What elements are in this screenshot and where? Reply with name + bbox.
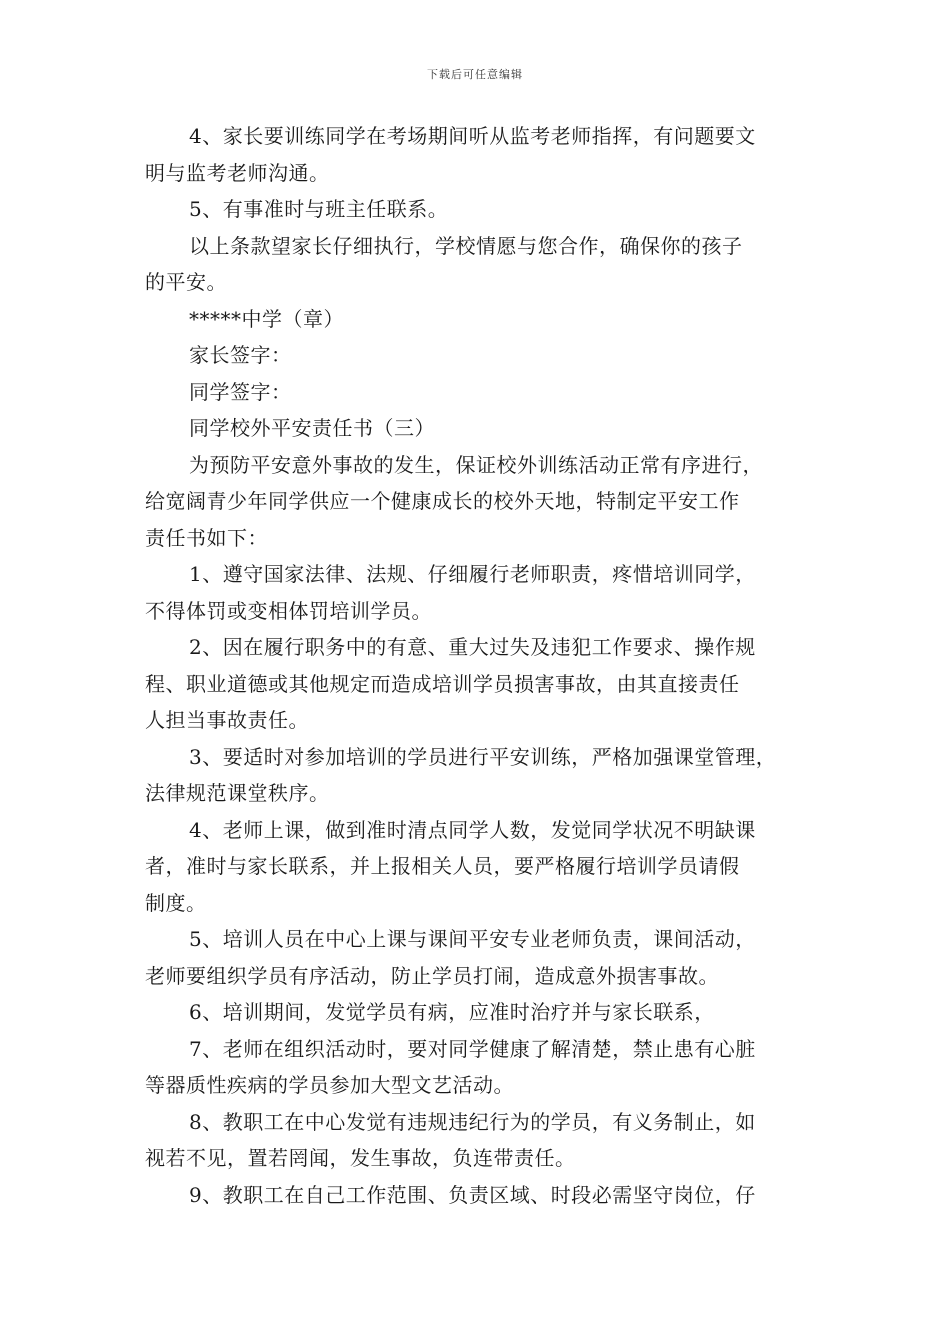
text-line: 为预防平安意外事故的发生，保证校外训练活动正常有序进行， [189, 452, 763, 477]
text-line: 1、遵守国家法律、法规、仔细履行老师职责，疼惜培训同学， [189, 562, 756, 586]
text-line: 6、培训期间，发觉学员有病，应准时治疗并与家长联系， [189, 1000, 715, 1024]
text-line: 3、要适时对参加培训的学员进行平安训练，严格加强课堂管理， [189, 744, 777, 769]
page-header: 下载后可任意编辑 [427, 68, 523, 81]
text-line: 不得体罚或变相体罚培训学员。 [145, 598, 432, 623]
text-line: 者，准时与家长联系，并上报相关人员，要严格履行培训学员请假 [145, 854, 740, 878]
text-line: 同学校外平安责任书（三） [189, 416, 435, 440]
text-line: 9、教职工在自己工作范围、负责区域、时段必需坚守岗位，仔 [189, 1182, 756, 1207]
text-line: 7、老师在组织活动时，要对同学健康了解清楚，禁止患有心脏 [189, 1036, 756, 1061]
text-line: 老师要组织学员有序活动，防止学员打闹，造成意外损害事故。 [145, 963, 719, 988]
text-line: 5、有事准时与班主任联系。 [189, 197, 449, 221]
text-line: 给宽阔青少年同学供应一个健康成长的校外天地，特制定平安工作 [145, 489, 740, 513]
text-line: 4、老师上课，做到准时清点同学人数，发觉同学状况不明缺课 [189, 817, 756, 842]
text-line: 同学签字： [189, 379, 292, 404]
text-line: 8、教职工在中心发觉有违规违纪行为的学员，有义务制止，如 [189, 1109, 756, 1134]
text-line: 等器质性疾病的学员参加大型文艺活动。 [145, 1073, 514, 1097]
text-line: *****中学（章） [189, 306, 344, 331]
text-line: 法律规范课堂秩序。 [145, 781, 330, 805]
text-line: 程、职业道德或其他规定而造成培训学员损害事故，由其直接责任 [145, 671, 740, 696]
text-line: 家长签字： [189, 343, 292, 367]
text-line: 视若不见，置若罔闻，发生事故，负连带责任。 [145, 1146, 576, 1170]
document-body [145, 118, 815, 1213]
text-line: 以上条款望家长仔细执行，学校情愿与您合作，确保你的孩子 [189, 233, 743, 258]
text-line: 的平安。 [145, 270, 227, 294]
text-line: 责任书如下： [145, 525, 268, 550]
text-line: 制度。 [145, 890, 207, 915]
text-line: 4、家长要训练同学在考场期间听从监考老师指挥，有问题要文 [189, 124, 756, 148]
text-line: 明与监考老师沟通。 [145, 160, 330, 185]
text-line: 5、培训人员在中心上课与课间平安专业老师负责，课间活动， [189, 927, 756, 951]
text-line: 2、因在履行职务中的有意、重大过失及违犯工作要求、操作规 [189, 635, 756, 659]
text-line: 人担当事故责任。 [145, 708, 309, 732]
